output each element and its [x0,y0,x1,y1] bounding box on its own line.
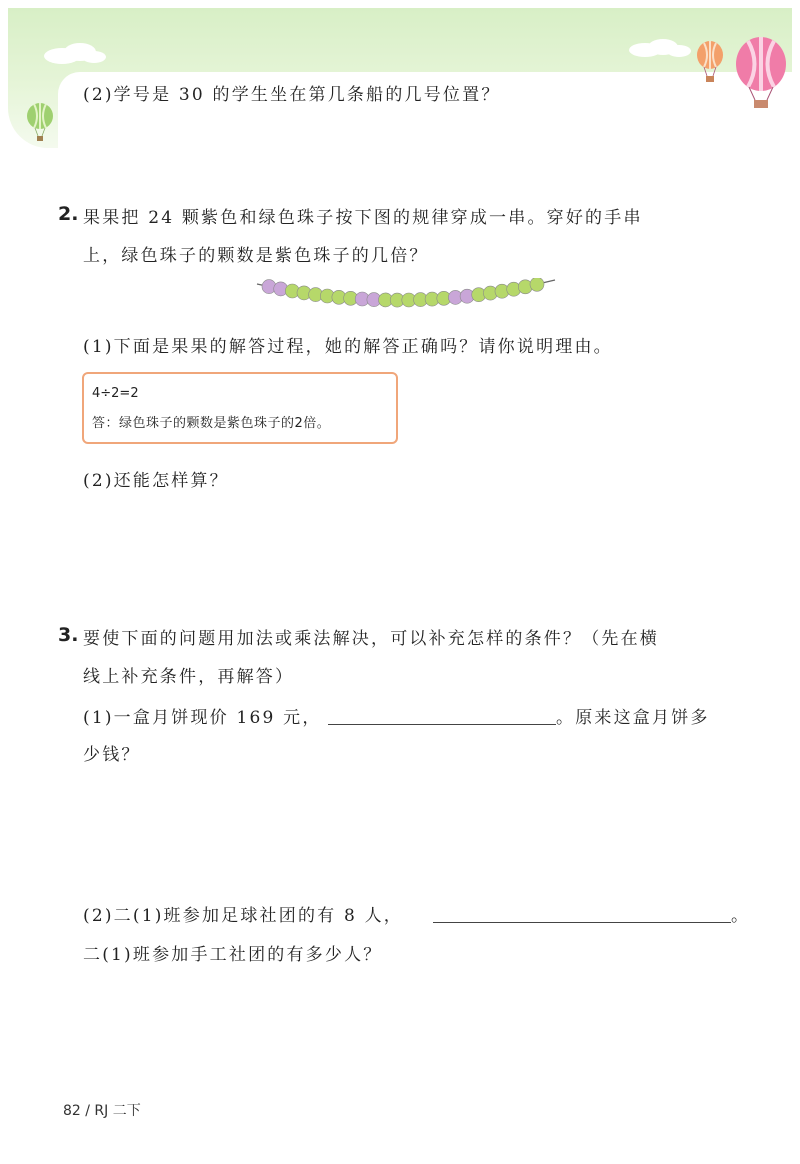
q3-sub1-answer-blank[interactable] [328,724,556,725]
q2-sub1: (1)下面是果果的解答过程，她的解答正确吗？请你说明理由。 [83,337,613,357]
q3-sub1-part1: (1)一盒月饼现价 169 元， [83,708,322,728]
answer-box [82,372,398,444]
question-number-3: 3. [58,624,79,646]
q3-sub2-part1: (2)二(1)班参加足球社团的有 8 人， [83,906,403,926]
answer-statement: 答：绿色珠子的颗数是紫色珠子的2倍。 [92,416,331,431]
question-number-2: 2. [58,203,79,225]
q3-sub2-part2: 。 [731,906,751,926]
cloud-icon [625,36,695,60]
hot-air-balloon-icon [24,102,56,142]
q2-sub2: (2)还能怎样算？ [83,471,229,491]
q3-text-line1: 要使下面的问题用加法或乘法解决，可以补充怎样的条件？（先在横 [83,629,659,649]
hot-air-balloon-icon [733,36,789,110]
cloud-icon [40,40,110,66]
q3-sub1-part3: 少钱？ [83,745,141,765]
q3-sub2-answer-blank[interactable] [433,922,731,923]
header-question: (2)学号是 30 的学生坐在第几条船的几号位置？ [83,85,501,105]
q3-sub2-part3: 二(1)班参加手工社团的有多少人？ [83,945,383,965]
q2-text-line1: 果果把 24 颗紫色和绿色珠子按下图的规律穿成一串。穿好的手串 [83,208,643,228]
page-footer: 82 / RJ 二下 [63,1103,141,1119]
hot-air-balloon-icon [695,40,725,84]
answer-equation: 4÷2=2 [92,386,139,401]
q3-sub1-part2: 。原来这盒月饼多 [556,708,710,728]
bead-string-illustration [255,278,565,312]
beads-group [262,278,544,307]
green-bead [530,278,544,291]
q2-text-line2: 上，绿色珠子的颗数是紫色珠子的几倍？ [83,246,429,266]
q3-text-line2: 线上补充条件，再解答） [83,667,295,687]
